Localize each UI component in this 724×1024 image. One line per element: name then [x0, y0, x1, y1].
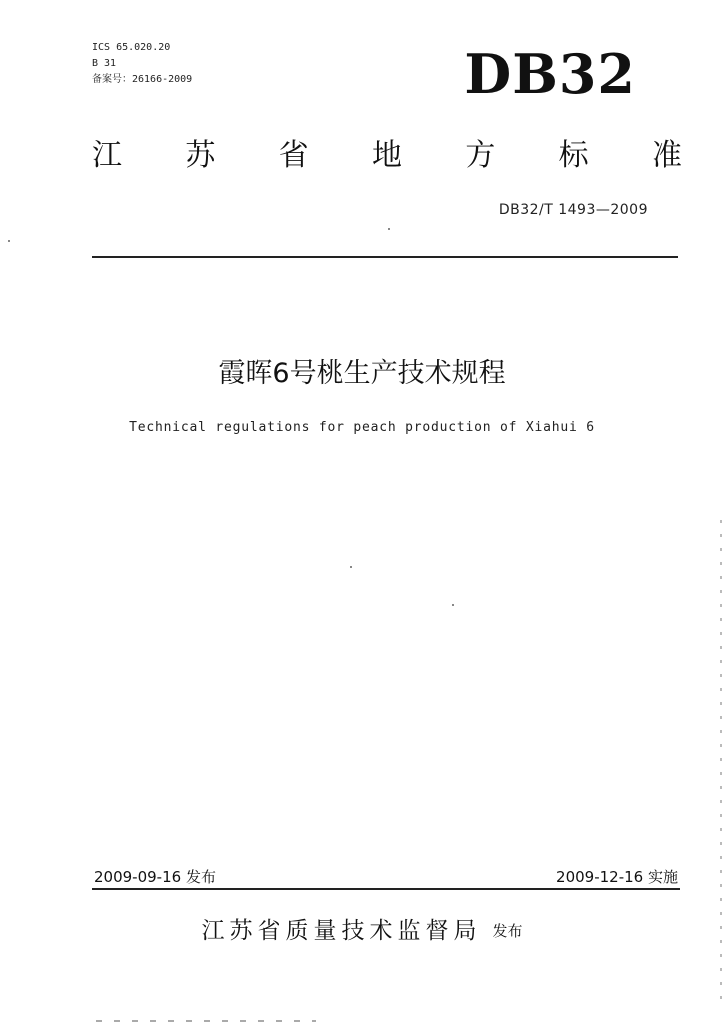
- footer-divider: [92, 888, 680, 890]
- header-divider: [92, 256, 678, 258]
- classification-block: [92, 40, 192, 88]
- document-title-english: Technical regulations for peach production of Xiahui 6: [129, 420, 595, 435]
- standard-type-char: 省: [278, 138, 309, 173]
- standard-type-char: 苏: [185, 138, 216, 173]
- document-title-chinese: 霞晖6号桃生产技术规程: [218, 358, 506, 389]
- standard-type-heading: [92, 136, 682, 176]
- issue-date: 2009-09-16 发布: [94, 868, 216, 886]
- publisher-line: [0, 912, 724, 945]
- ccs-code: B 31: [92, 58, 117, 69]
- publisher-action: 发布: [492, 922, 523, 940]
- standard-type-char: 地: [371, 138, 402, 173]
- scan-speck: [452, 604, 454, 606]
- filing-number: 备案号：26166-2009: [92, 74, 193, 85]
- scan-edge-artifact: [720, 520, 722, 1000]
- standard-code-logo: DB32: [464, 42, 636, 106]
- standard-type-char: 准: [651, 138, 682, 173]
- scan-bottom-artifact: [96, 1020, 316, 1022]
- standard-type-char: 江: [92, 138, 122, 173]
- standard-type-char: 标: [558, 138, 589, 173]
- ics-code: ICS 65.020.20: [92, 42, 171, 53]
- standard-number: DB32/T 1493—2009: [498, 202, 648, 218]
- publisher-organization: 江苏省质量技术监督局: [201, 918, 482, 944]
- standard-type-char: 方: [465, 138, 496, 173]
- scan-speck: [8, 240, 10, 242]
- scan-speck: [388, 228, 390, 230]
- effective-date: 2009-12-16 实施: [556, 868, 678, 886]
- scan-speck: [350, 566, 352, 568]
